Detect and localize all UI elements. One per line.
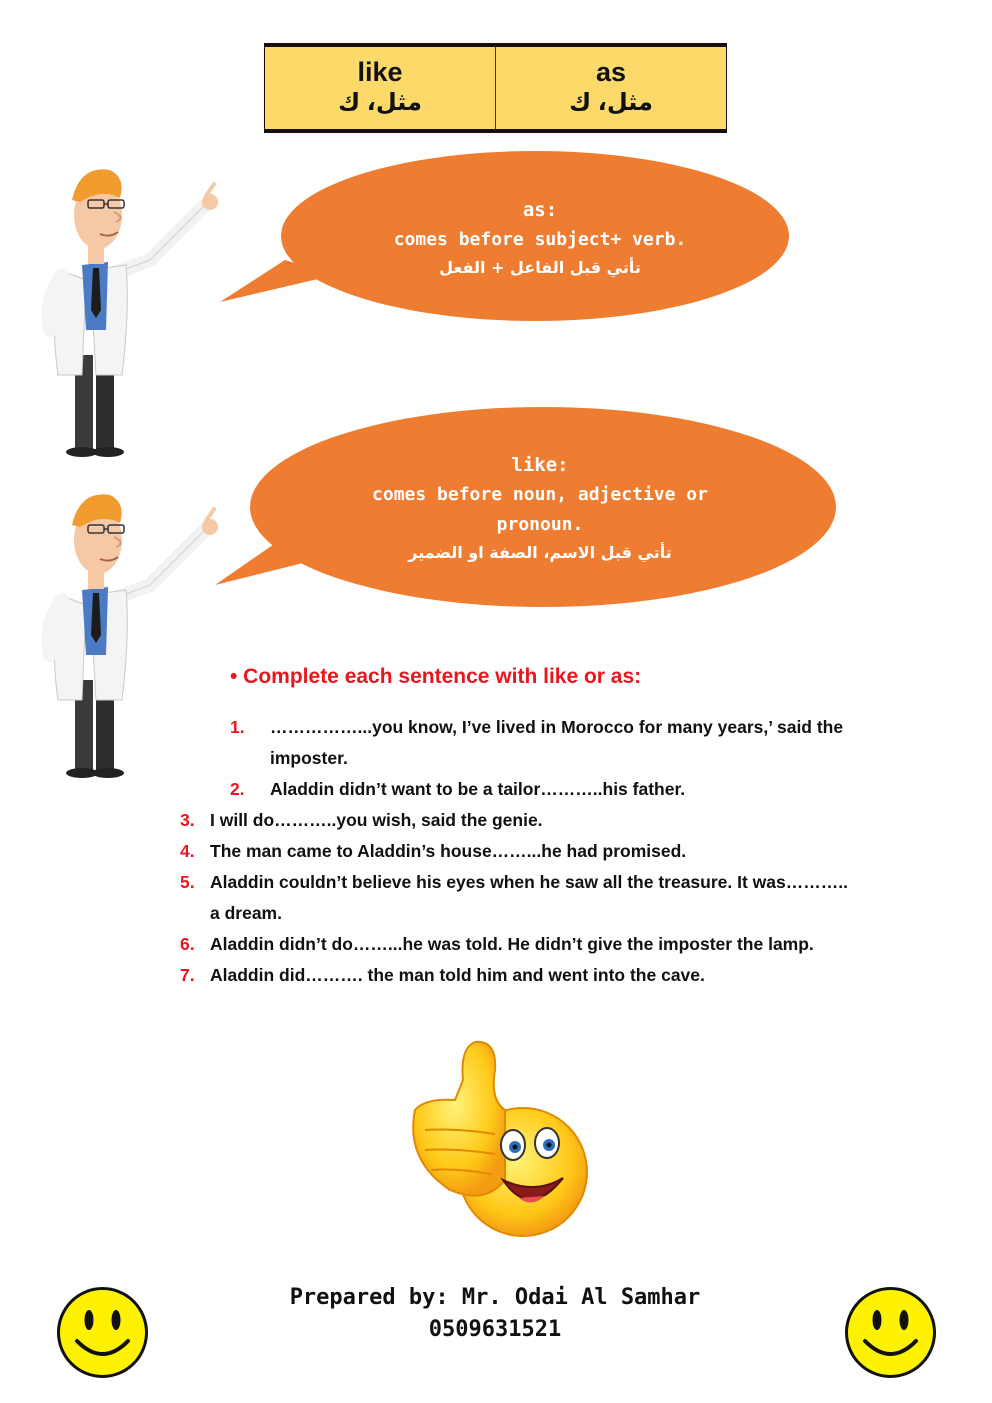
list-item (180, 867, 850, 929)
smiley-face-icon (843, 1285, 938, 1380)
item-text: The man came to Aladdin’s house……...he had promised. (210, 841, 687, 861)
table-word-like: like (357, 57, 403, 87)
like-as-table (264, 43, 727, 133)
item-text: Aladdin couldn’t believe his eyes when he saw all the treasure. It was……….. a dream. (210, 872, 848, 923)
bubble-as-heading: as: (522, 199, 558, 221)
item-number: 4. (180, 841, 195, 861)
smiley-face-icon (55, 1285, 150, 1380)
item-number: 3. (180, 810, 195, 830)
bubble-like-heading: like: (511, 454, 569, 476)
list-item (180, 836, 850, 867)
bubble-like-rule-line-1: comes before noun, adjective or (372, 484, 708, 505)
speech-bubble-like (210, 405, 840, 610)
item-number: 1. (230, 717, 245, 737)
list-item (180, 929, 850, 960)
table-col-as (495, 47, 726, 129)
table-word-as: as (595, 57, 627, 87)
teacher-figure (30, 160, 220, 460)
bubble-like-rule-line-2: pronoun. (496, 514, 584, 535)
list-item (180, 774, 850, 805)
item-number: 7. (180, 965, 195, 985)
exercise-list (180, 712, 850, 991)
phone-number: 0509631521 (428, 1317, 562, 1342)
list-item (180, 960, 850, 991)
list-item (180, 712, 850, 774)
table-col-like (265, 47, 495, 129)
bubble-like-text (300, 450, 780, 566)
bubble-as-rule: comes before subject+ verb. (393, 229, 687, 250)
table-arabic-as: مثل، ك (569, 89, 653, 116)
item-number: 5. (180, 872, 195, 892)
list-item (180, 805, 850, 836)
bubble-as-text (305, 195, 775, 281)
table-arabic-like: مثل، ك (338, 89, 422, 116)
item-number: 2. (230, 779, 245, 799)
speech-bubble-as (215, 150, 795, 325)
item-text: I will do………..you wish, said the genie. (210, 810, 543, 830)
prepared-by: Prepared by: Mr. Odai Al Samhar (289, 1285, 701, 1310)
bubble-like-arabic: تأتي قبل الاسم، الصفة او الضمير (408, 543, 672, 562)
bubble-as-arabic: تأتي قبل الفاعل + الفعل (439, 258, 641, 277)
item-text: Aladdin didn’t want to be a tailor………..his father. (270, 779, 686, 799)
item-number: 6. (180, 934, 195, 954)
item-text: ……………...you know, I’ve lived in Morocco for many years,’ said the imposter. (270, 717, 844, 768)
item-text: Aladdin did………. the man told him and went into the cave. (210, 965, 705, 985)
thumbs-up-emoji (395, 1030, 595, 1245)
item-text: Aladdin didn’t do……...he was told. He didn’t give the imposter the lamp. (210, 934, 814, 954)
footer (240, 1282, 750, 1346)
exercise-instruction: • Complete each sentence with like or as: (230, 665, 642, 688)
